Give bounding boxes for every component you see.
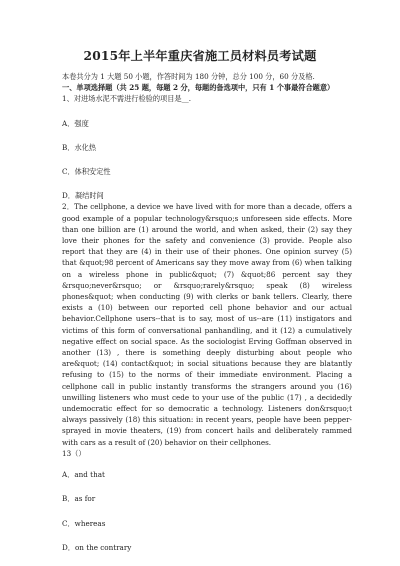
q2-option-a: A．and that [62,470,105,480]
q1-option-d: D．凝结时间 [62,191,104,201]
q2-option-b: B．as for [62,494,96,504]
page-title: 2015年上半年重庆省施工员材料员考试题 [83,49,317,63]
q2-option-c: C．whereas [62,518,106,528]
question-2-subquestion: 13（） [62,448,86,458]
q1-option-a: A．强度 [62,118,89,128]
q2-option-d: D．on the contrary [62,542,132,552]
q1-option-b: B．水化热 [62,142,97,152]
section-heading: 一、单项选择题（共 25 题，每题 2 分，每题的备选项中，只有 1 个事最符合题意） [62,83,335,93]
question-2-passage: 2．The cellphone, a device we have lived with for more than a decade, offers a good example of a popular technology&rsquo;s unforeseen side effects. More than one billion are (1) around the world, and when asked, their (2) say they love their phones for the safety and convenience (3) provide. People also report that they are (4) in their use of their phones. One opinion survey (5) that &quot;98 percent of Americans say they move away from (6) when talking on a wireless phone in public&quot; (7) &quot;86 percent say they &rsquo;never&rsquo; or &rsquo;rarely&rsquo; speak (8) wireless phones&quot; when conducting (9) with clerks or bank tellers. Clearly, there exists a (10) between our reported cell phone behavior and our actual behavior.Cellphone users--that is to say, most of us--are (11) instigators and victims of this form of conversational panhandling, and it (12) a cumulatively negative effect on social space. As the sociologist Erving Goffman observed in another (13) , there is something deeply disturbing about people who are&quot; (14) contact&quot; in social situations because they are blatantly refusing to (15) to the norms of their immediate environment. Placing a cellphone call in public instantly transforms the strangers around you (16) unwilling listeners who must cede to your use of the public (17) , a decidedly undemocratic effect for so democratic a technology. Listeners don&rsquo;t always passively (18) this situation: in recent years, people have been pepper-sprayed in movie theaters, (19) from concert hails and deliberately rammed with cars as a result of (20) behavior on their cellphones. [62,202,352,447]
q1-option-c: C．体积安定性 [62,167,111,177]
document-body [62,71,352,553]
question-1-stem: 1、对进场水泥不需进行检验的项目是__. [62,94,192,104]
exam-intro: 本卷共分为 1 大题 50 小题，作答时间为 180 分钟，总分 100 分，60 分及格. [62,72,315,81]
